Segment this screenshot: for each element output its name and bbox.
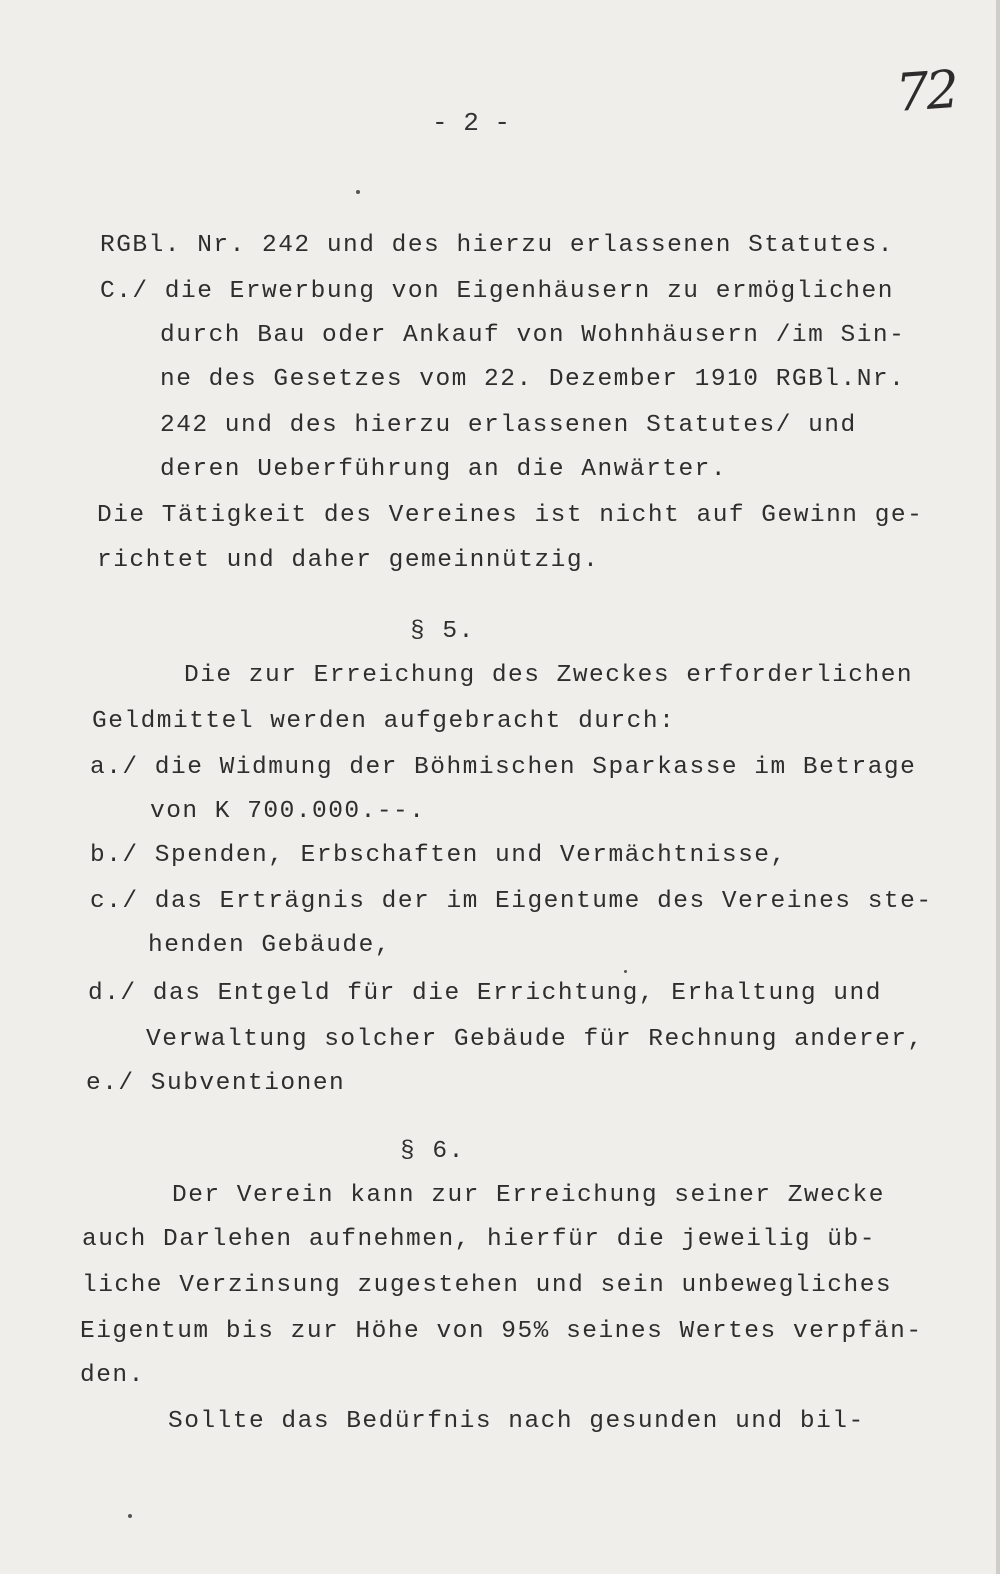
text-line: den. xyxy=(80,1362,145,1389)
text-line: Die Tätigkeit des Vereines ist nicht auf Gewinn ge- xyxy=(97,502,924,529)
text-line: RGBl. Nr. 242 und des hierzu erlassenen Statutes. xyxy=(100,232,894,259)
text-line: c./ das Erträgnis der im Eigentume des Vereines ste- xyxy=(90,888,933,915)
text-line: d./ das Entgeld für die Errichtung, Erhaltung und xyxy=(88,980,882,1007)
text-line: richtet und daher gemeinnützig. xyxy=(97,547,600,574)
text-line: e./ Subventionen xyxy=(86,1070,346,1097)
text-line: auch Darlehen aufnehmen, hierfür die jeweilig üb- xyxy=(82,1226,876,1253)
text-line: Die zur Erreichung des Zweckes erforderlichen xyxy=(184,662,914,689)
section-heading: § 5. xyxy=(410,618,475,645)
text-line: henden Gebäude, xyxy=(148,932,392,959)
text-line: Eigentum bis zur Höhe von 95% seines Wertes verpfän- xyxy=(80,1318,923,1345)
text-line: 242 und des hierzu erlassenen Statutes/ und xyxy=(160,412,857,439)
handwritten-folio-mark: 72 xyxy=(893,59,959,125)
paper-speck xyxy=(624,970,627,973)
paper-speck xyxy=(356,190,360,194)
text-line: von K 700.000.--. xyxy=(150,798,426,825)
text-line: Sollte das Bedürfnis nach gesunden und bil- xyxy=(168,1408,865,1435)
text-line: liche Verzinsung zugestehen und sein unbewegliches xyxy=(82,1272,893,1299)
page-number: - 2 - xyxy=(432,108,511,138)
text-line: ne des Gesetzes vom 22. Dezember 1910 RGBl.Nr. xyxy=(160,366,906,393)
text-line: b./ Spenden, Erbschaften und Vermächtnisse, xyxy=(90,842,787,869)
paper-speck xyxy=(128,1514,132,1518)
text-line: a./ die Widmung der Böhmischen Sparkasse im Betrage xyxy=(90,754,917,781)
section-heading: § 6. xyxy=(400,1138,465,1165)
text-line: Der Verein kann zur Erreichung seiner Zwecke xyxy=(172,1182,885,1209)
text-line: Verwaltung solcher Gebäude für Rechnung anderer, xyxy=(146,1026,924,1053)
text-line: durch Bau oder Ankauf von Wohnhäusern /im Sin- xyxy=(160,322,906,349)
text-line: C./ die Erwerbung von Eigenhäusern zu ermöglichen xyxy=(100,278,894,305)
text-line: deren Ueberführung an die Anwärter. xyxy=(160,456,728,483)
text-line: Geldmittel werden aufgebracht durch: xyxy=(92,708,676,735)
